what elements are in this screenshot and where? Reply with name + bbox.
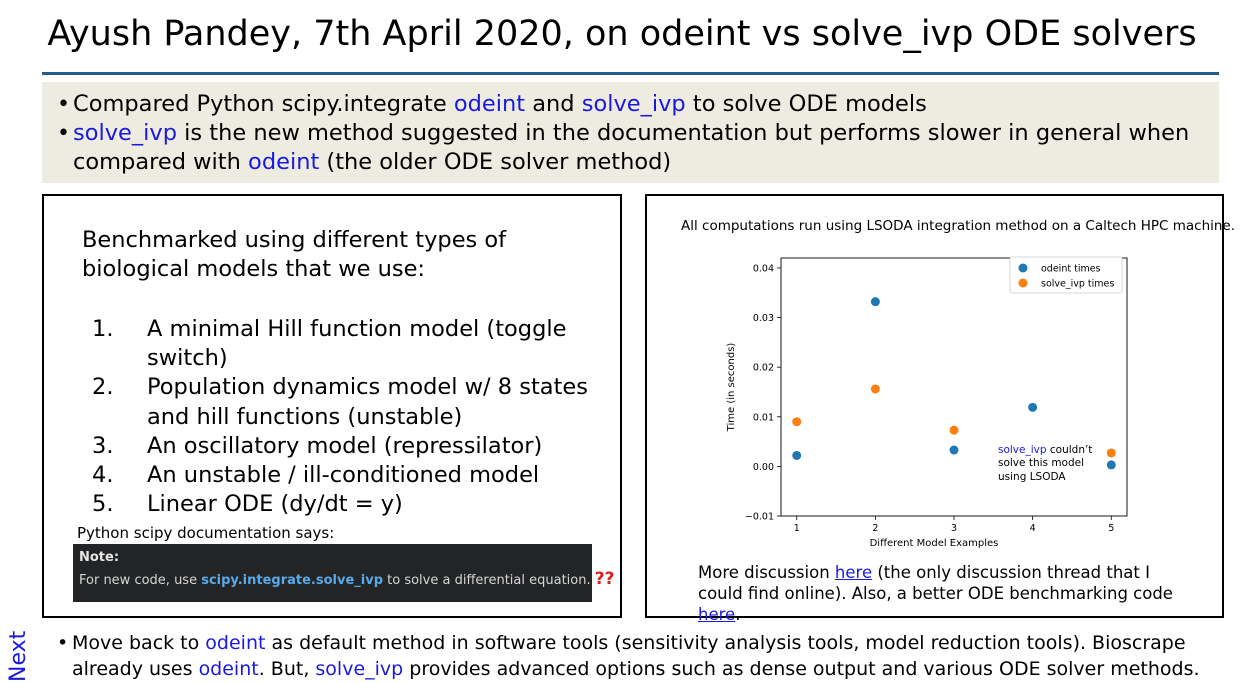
bullet-text: (the older ODE solver method) [319,149,672,175]
annotation-text: couldn’t [1046,444,1093,456]
model-list [92,315,592,519]
next-bullet [57,630,1186,656]
bullet-text: . But, [258,658,316,680]
bullet-text: provides advanced options such as dense output and various ODE solver methods. [403,658,1200,680]
bullet-text: Compared Python scipy.integrate [73,91,454,117]
summary-bullet-2-cont [73,148,671,177]
data-point [871,297,880,306]
term-solve-ivp: solve_ivp [581,91,686,117]
y-tick-label: 0.01 [752,412,774,424]
term-odeint: odeint [453,91,526,117]
y-tick-label: 0.04 [752,263,774,275]
data-point [792,451,801,460]
chart-annotation-line: solve this model [998,457,1085,469]
bullet-dot-icon: • [57,121,70,146]
note-text [79,569,614,589]
data-point [792,417,801,426]
x-tick-label: 3 [950,523,958,534]
y-tick-label: 0.00 [752,461,774,473]
x-axis-label: Different Model Examples [869,538,999,549]
list-number: 2. [92,374,114,401]
x-tick-label: 5 [1108,523,1115,534]
list-item [92,432,592,461]
data-point [950,426,959,435]
x-tick-label: 2 [872,523,879,534]
plot-frame [781,258,1127,516]
discussion-text [698,562,1198,625]
term-odeint: odeint [248,149,320,175]
bullet-text: as default method in software tools (sensitivity analysis tools, model reduction tools). Bioscrape [265,632,1186,654]
bullet-text: compared with [73,149,249,175]
note-label: Note: [79,550,120,565]
benchmark-panel [42,194,622,618]
data-point [1107,448,1116,457]
list-number: 3. [92,432,114,459]
summary-bullet-1 [57,90,927,119]
intro-line: biological models that we use: [82,256,425,282]
bullet-text: Move back to [72,632,206,654]
list-text: A minimal Hill function model (toggle switch) [147,316,567,372]
bullet-dot-icon: • [57,632,69,654]
note-code-link: scipy.integrate.solve_ivp [201,573,383,588]
chart-annotation-line: using LSODA [998,471,1066,483]
term-odeint: odeint [198,658,259,680]
chart-plot-group [726,257,1127,549]
term-odeint: odeint [205,632,266,654]
data-point [950,446,959,455]
list-number: 5. [92,491,114,518]
annotation-term: solve_ivp [998,444,1047,456]
term-solve-ivp: solve_ivp [315,658,404,680]
discussion-pre: More discussion [698,563,835,582]
results-panel [645,194,1236,624]
list-item [92,315,592,373]
scatter-chart [647,196,1222,556]
bullet-dot-icon: • [57,92,70,117]
next-bullet-cont [72,656,1200,682]
list-item [92,461,592,490]
bullet-text: already uses [72,658,199,680]
data-point [1107,460,1116,469]
question-marks: ?? [594,569,615,589]
y-tick-label: 0.03 [752,313,774,325]
discussion-link[interactable]: here [834,563,873,582]
data-point [871,384,880,393]
list-number: 4. [92,462,114,489]
list-text: Population dynamics model w/ 8 states and hill functions (unstable) [147,374,588,430]
note-text-post: to solve a differential equation. [383,573,591,588]
bullet-text: is the new method suggested in the documentation but performs slower in general when [177,120,1190,146]
doc-note-screenshot [73,544,615,602]
list-number: 1. [92,316,114,342]
list-item [92,373,592,431]
benchmark-intro [82,226,506,284]
y-axis-label: Time (in seconds) [726,342,737,432]
data-point [1028,403,1037,412]
doc-caption: Python scipy documentation says: [77,524,335,542]
chart-annotation-line [998,444,1092,456]
benchmark-code-link[interactable]: here [698,605,736,624]
intro-line: Benchmarked using different types of [82,227,507,253]
term-solve-ivp: solve_ivp [73,120,177,146]
y-tick-label: 0.02 [752,362,774,374]
x-tick-label: 4 [1029,523,1036,534]
discussion-mid: (the only discussion thread that I could find online). Also, a better ODE benchmarking code [698,563,1173,603]
y-tick-label: −0.01 [744,511,774,523]
legend-label: solve_ivp times [1041,278,1115,290]
legend-marker [1019,279,1028,288]
summary-bullet-2 [57,119,1190,148]
bullet-text: to solve ODE models [685,91,927,117]
bullet-text: and [525,91,582,117]
summary-box [42,82,1219,183]
list-text: Linear ODE (dy/dt = y) [147,491,403,518]
legend-label: odeint times [1041,263,1101,275]
discussion-post: . [735,605,741,624]
note-text-pre: For new code, use [79,573,202,588]
x-tick-label: 1 [793,523,800,534]
legend-marker [1019,264,1028,273]
next-label: Next [6,630,31,682]
list-text: An unstable / ill-conditioned model [147,462,540,489]
list-item [92,490,592,519]
list-text: An oscillatory model (repressilator) [147,432,543,459]
chart-caption: All computations run using LSODA integration method on a Caltech HPC machine. [681,218,1236,234]
slide-title: Ayush Pandey, 7th April 2020, on odeint vs solve_ivp ODE solvers [47,14,1197,54]
title-divider [42,72,1219,75]
